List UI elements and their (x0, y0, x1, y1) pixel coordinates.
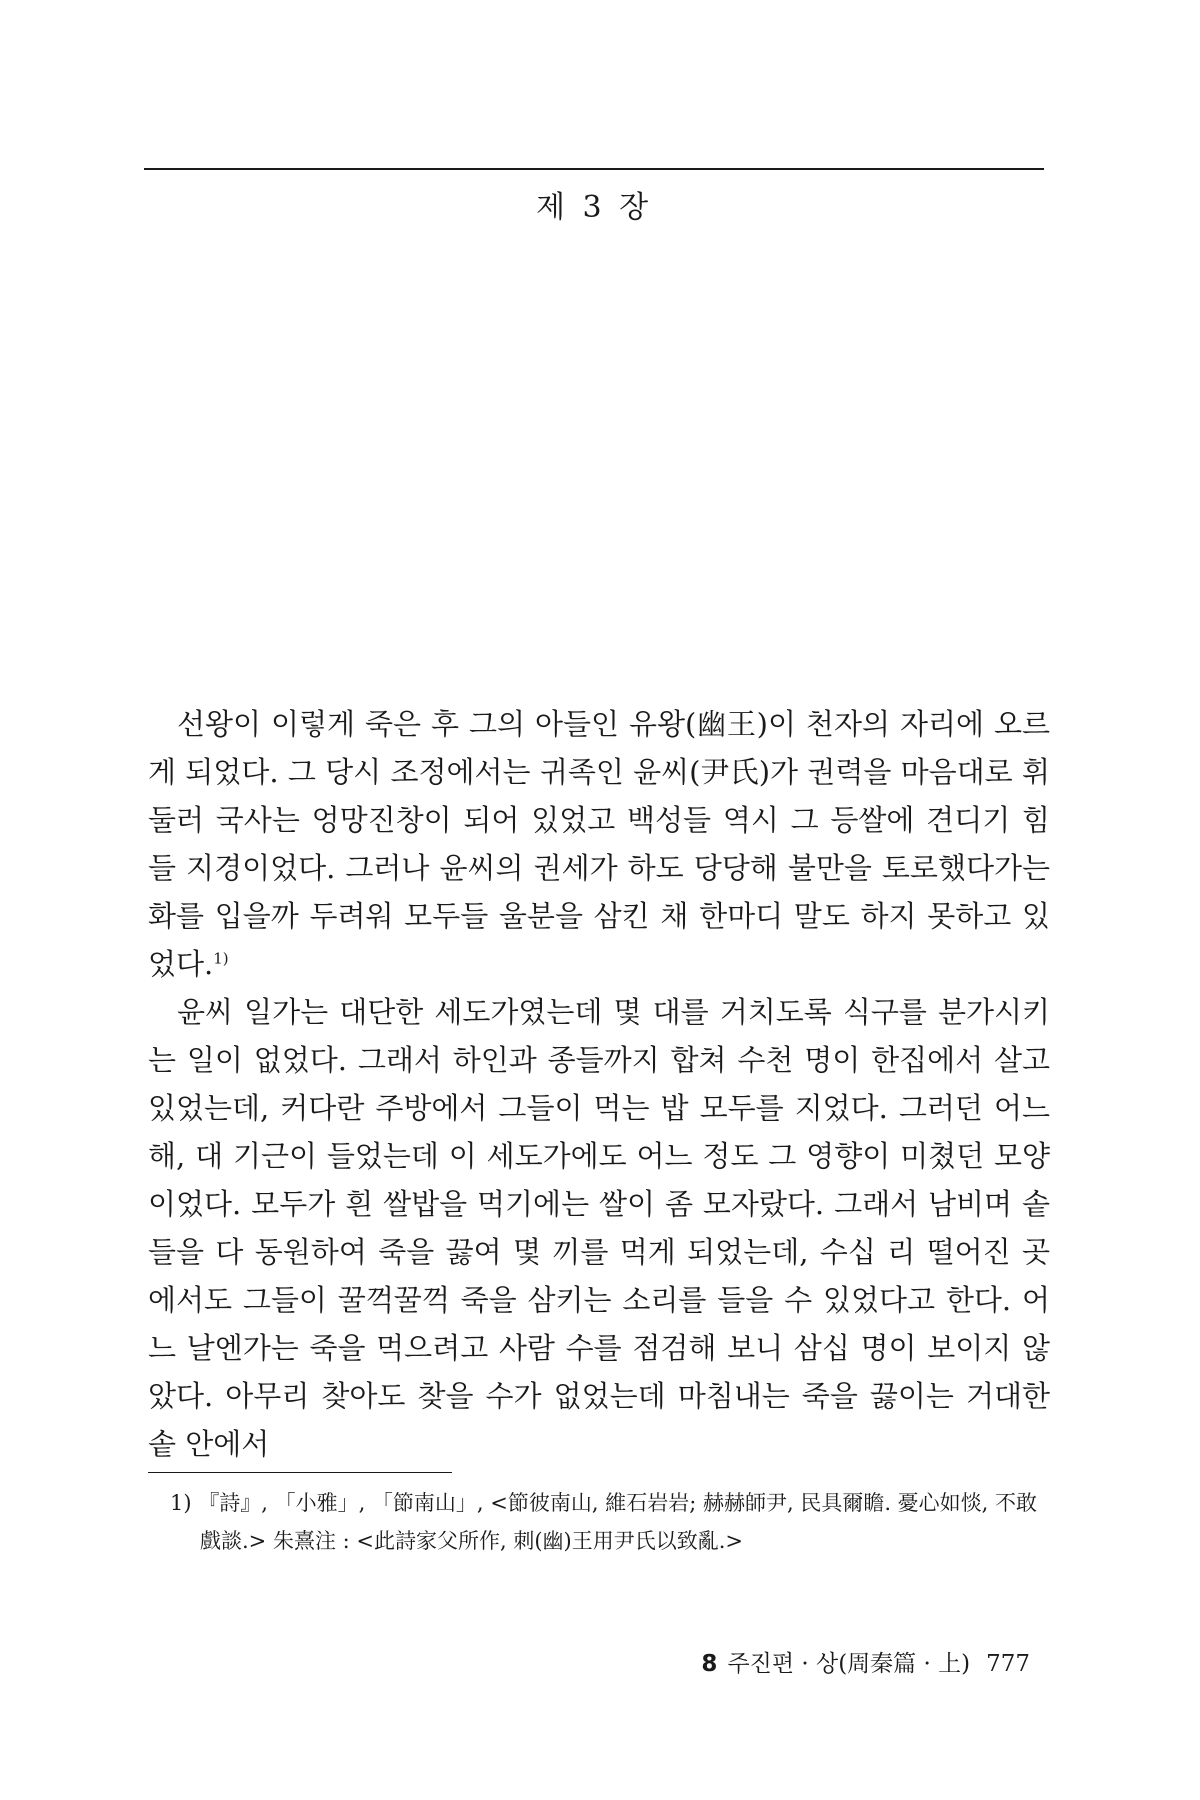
paragraph-1-text: 선왕이 이렇게 죽은 후 그의 아들인 유왕(幽王)이 천자의 자리에 오르게 되었다. 그 당시 조정에서는 귀족인 윤씨(尹氏)가 권력을 마음대로 휘둘러 국사는 엉망진창이 되어 있었고 백성들 역시 그 등쌀에 견디기 힘들 지경이었다. 그러나 윤씨의 권세가 하도 당당해 불만을 토로했다가는 화를 입을까 두려워 모두들 울분을 삼킨 채 한마디 말도 하지 못하고 있었다. (148, 707, 1050, 981)
footnote-text: 1) 『詩』, 「小雅」, 「節南山」, <節彼南山, 維石岩岩; 赫赫師尹, 民具爾瞻. 憂心如惔, 不敢戲談.> 朱熹注 : <此詩家父所作, 刺(幽)王用尹氏以致亂.> (170, 1491, 1038, 1553)
header-rule (144, 168, 1044, 170)
chapter-title: 제 3 장 (535, 190, 653, 225)
paragraph-2: 윤씨 일가는 대단한 세도가였는데 몇 대를 거치도록 식구를 분가시키는 일이 없었다. 그래서 하인과 종들까지 합쳐 수천 명이 한집에서 살고 있었는데, 커다란 주방에서 그들이 먹는 밥 모두를 지었다. 그러던 어느 해, 대 기근이 들었는데 이 세도가에도 어느 정도 그 영향이 미쳤던 모양이었다. 모두가 흰 쌀밥을 먹기에는 쌀이 좀 모자랐다. 그래서 남비며 솥들을 다 동원하여 죽을 끓여 몇 끼를 먹게 되었는데, 수십 리 떨어진 곳에서도 그들이 꿀꺽꿀꺽 죽을 삼키는 소리를 들을 수 있었다고 한다. 어느 날엔가는 죽을 먹으려고 사람 수를 점검해 보니 삼십 명이 보이지 않았다. 아무리 찾아도 찾을 수가 없었는데 마침내는 죽을 끓이는 거대한 솥 안에서 (148, 995, 1050, 1461)
page-number: 777 (986, 1651, 1030, 1677)
footer-chapter-number: 8 (701, 1651, 718, 1677)
body-text (148, 700, 1050, 1468)
footer-section-title: 주진편 · 상(周秦篇 · 上) (727, 1651, 971, 1677)
footnote (170, 1484, 1050, 1560)
footnote-reference[interactable]: 1) (213, 949, 229, 968)
paragraph-1 (148, 700, 1050, 988)
page-footer (701, 1645, 1030, 1678)
footnote-rule (148, 1472, 452, 1473)
